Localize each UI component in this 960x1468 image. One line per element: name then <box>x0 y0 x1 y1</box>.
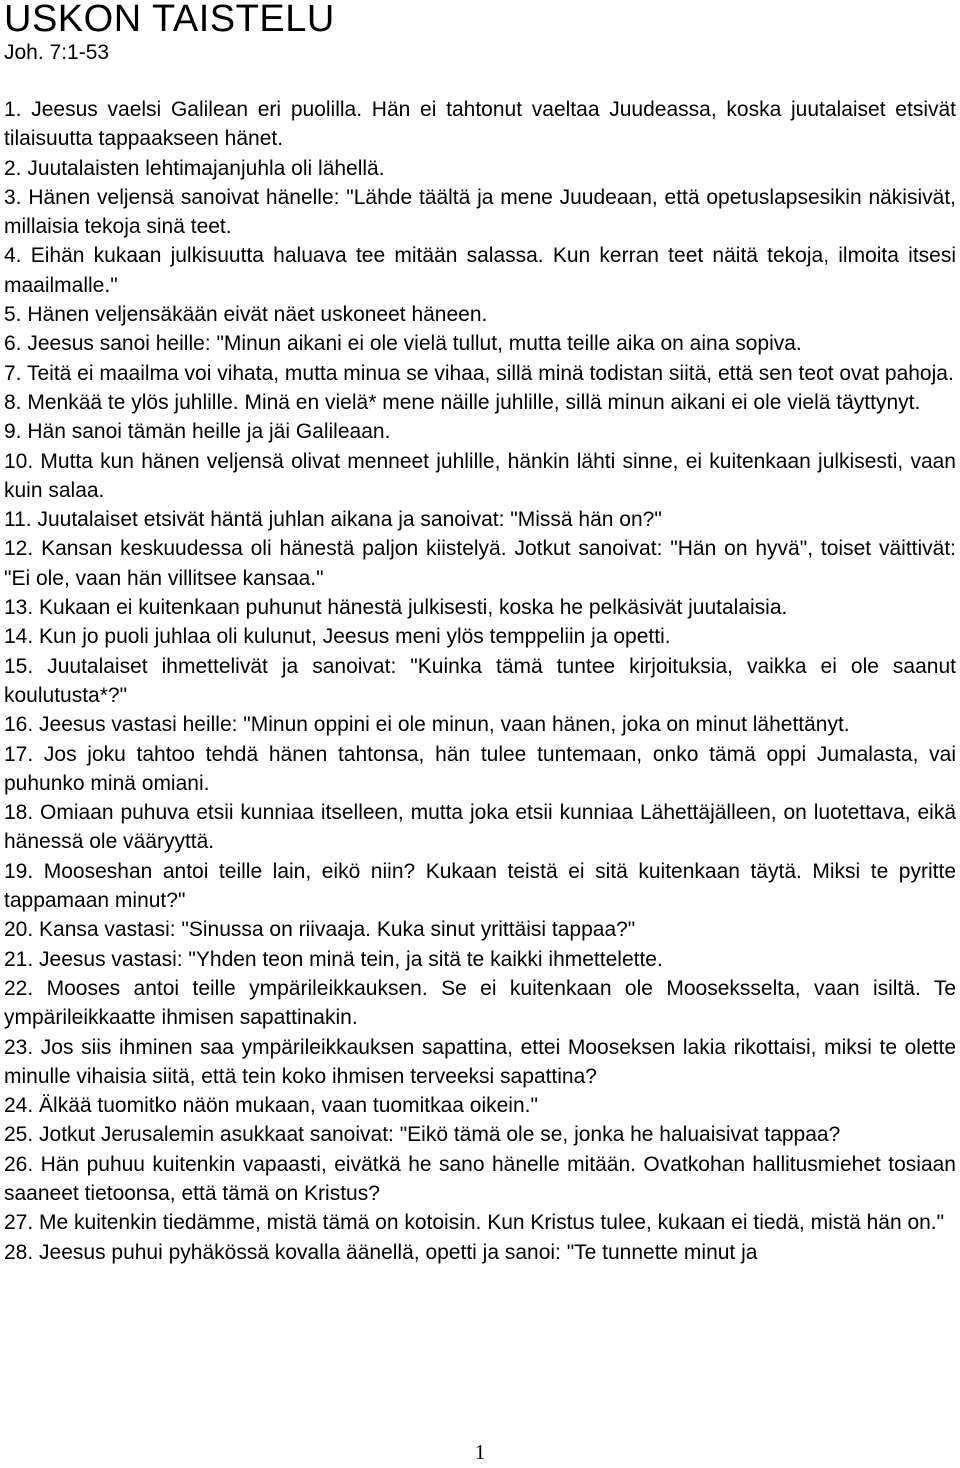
verse-23: 23. Jos siis ihminen saa ympärileikkauksen sapattina, ettei Mooseksen lakia rikottaisi, miksi te olette minulle vihaisia siitä, että tein koko ihmisen terveeksi sapattina? <box>4 1035 956 1088</box>
verse-22: 22. Mooses antoi teille ympärileikkauksen. Se ei kuitenkaan ole Mooseksselta, vaan isiltä. Te ympärileikkaatte ihmisen sapattinakin. <box>4 976 956 1030</box>
verse-8: 8. Menkää te ylös juhlille. Minä en vielä* mene näille juhlille, sillä minun aikani ei ole vielä täyttynyt. <box>4 390 921 414</box>
verse-5: 5. Hänen veljensäkään eivät näet uskoneet häneen. <box>4 303 488 327</box>
verse-20: 20. Kansa vastasi: "Sinussa on riivaaja. Kuka sinut yrittäisi tappaa?" <box>4 918 636 942</box>
scripture-reference: Joh. 7:1-53 <box>4 41 110 64</box>
verse-4: 4. Eihän kukaan julkisuutta haluava tee mitään salassa. Kun kerran teet näitä tekoja, ilmoita itsesi maailmalle." <box>4 244 956 297</box>
verse-2: 2. Juutalaisten lehtimajanjuhla oli lähellä. <box>4 156 385 180</box>
verse-list <box>4 95 956 1267</box>
verse-1: 1. Jeesus vaelsi Galilean eri puolilla. Hän ei tahtonut vaeltaa Juudeassa, koska juutalaiset etsivät tilaisuutta tappaakseen hänet. <box>4 98 956 151</box>
verse-7: 7. Teitä ei maailma voi vihata, mutta minua se vihaa, sillä minä todistan siitä, että sen teot ovat pahoja. <box>4 361 954 385</box>
verse-17: 17. Jos joku tahtoo tehdä hänen tahtonsa, hän tulee tuntemaan, onko tämä oppi Jumalasta, vai puhunko minä omiani. <box>4 742 956 795</box>
verse-9: 9. Hän sanoi tämän heille ja jäi Galileaan. <box>4 420 391 444</box>
verse-24: 24. Älkää tuomitko näön mukaan, vaan tuomitkaa oikein." <box>4 1094 538 1118</box>
verse-25: 25. Jotkut Jerusalemin asukkaat sanoivat: "Eikö tämä ole se, jonka he haluaisivat tappaa? <box>4 1123 841 1147</box>
title-spacer <box>4 68 956 95</box>
verse-19: 19. Mooseshan antoi teille lain, eikö niin? Kukaan teistä ei sitä kuitenkaan täytä. Miksi te pyritte tappamaan minut?" <box>4 859 956 913</box>
verse-11: 11. Juutalaiset etsivät häntä juhlan aikana ja sanoivat: "Missä hän on?" <box>4 508 662 532</box>
verse-21: 21. Jeesus vastasi: "Yhden teon minä tein, ja sitä te kaikki ihmettelette. <box>4 947 663 971</box>
verse-15: 15. Juutalaiset ihmettelivät ja sanoivat: "Kuinka tämä tuntee kirjoituksia, vaikka ei ole saanut koulutusta*?" <box>4 654 956 707</box>
document-page <box>4 0 956 1267</box>
verse-14: 14. Kun jo puoli juhlaa oli kulunut, Jeesus meni ylös temppeliin ja opetti. <box>4 625 671 649</box>
verse-28: 28. Jeesus puhui pyhäkössä kovalla äänellä, opetti ja sanoi: "Te tunnette minut ja <box>4 1240 758 1264</box>
page-number: 1 <box>474 1440 486 1464</box>
verse-6: 6. Jeesus sanoi heille: "Minun aikani ei ole vielä tullut, mutta teille aika on aina sopiva. <box>4 332 802 356</box>
verse-18: 18. Omiaan puhuva etsii kunniaa itselleen, mutta joka etsii kunniaa Lähettäjälleen, on luotettava, eikä hänessä ole vääryyttä. <box>4 801 956 854</box>
verse-27: 27. Me kuitenkin tiedämme, mistä tämä on kotoisin. Kun Kristus tulee, kukaan ei tiedä, mistä hän on." <box>4 1211 945 1235</box>
verse-16: 16. Jeesus vastasi heille: "Minun oppini ei ole minun, vaan hänen, joka on minut lähettänyt. <box>4 713 850 737</box>
verse-10: 10. Mutta kun hänen veljensä olivat menneet juhlille, hänkin lähti sinne, ei kuitenkaan julkisesti, vaan kuin salaa. <box>4 449 956 502</box>
verse-26: 26. Hän puhuu kuitenkin vapaasti, eivätkä he sano hänelle mitään. Ovatkohan hallitusmiehet tosiaan saaneet tietoonsa, että tämä on Kristus? <box>4 1152 956 1205</box>
verse-12: 12. Kansan keskuudessa oli hänestä paljon kiistelyä. Jotkut sanoivat: "Hän on hyvä", toiset väittivät: "Ei ole, vaan hän villitsee kansaa." <box>4 537 956 590</box>
verse-3: 3. Hänen veljensä sanoivat hänelle: "Lähde täältä ja mene Juudeaan, että opetuslapsesikin näkisivät, millaisia tekoja sinä teet. <box>4 185 956 239</box>
verse-13: 13. Kukaan ei kuitenkaan puhunut hänestä julkisesti, koska he pelkäsivät juutalaisia. <box>4 596 788 620</box>
document-title: USKON TAISTELU <box>4 0 335 40</box>
